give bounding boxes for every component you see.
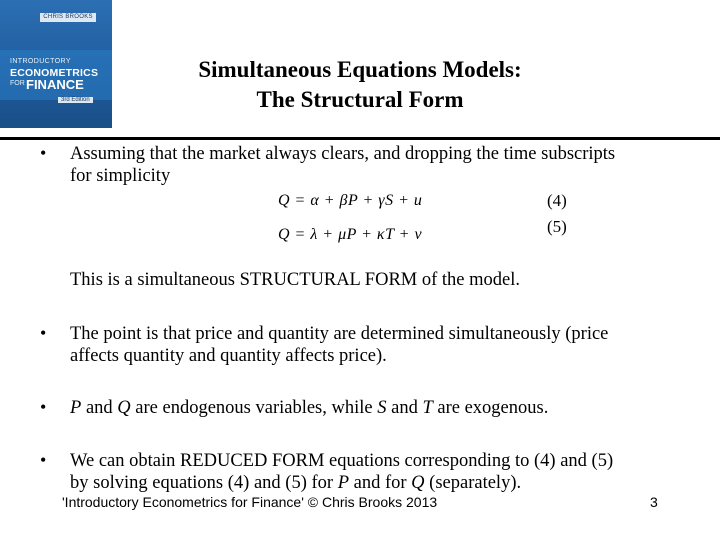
bullet-1-line-2: for simplicity [70, 166, 171, 186]
title-line-1: Simultaneous Equations Models: [198, 57, 522, 82]
equation-5: Q = λ + μP + κT + v [278, 226, 423, 243]
cover-line-1: INTRODUCTORY [10, 58, 71, 65]
bullet-2-line-2: affects quantity and quantity affects price). [70, 346, 387, 366]
var-q: Q [411, 473, 425, 493]
bullet-4-end: (separately). [429, 473, 522, 493]
word-and: and [85, 398, 113, 418]
page-number: 3 [650, 494, 658, 510]
bullet-4-text [70, 450, 680, 494]
var-p: P [337, 473, 349, 493]
var-s: S [377, 398, 387, 418]
footer-copyright: 'Introductory Econometrics for Finance' © Chris Brooks 2013 [62, 494, 438, 510]
bullet-4-line-1: We can obtain REDUCED FORM equations corresponding to (4) and (5) [70, 451, 614, 471]
var-t: T [422, 398, 433, 418]
bullet-2-marker: • [40, 323, 47, 343]
bullet-4-line-2 [70, 472, 680, 494]
equation-5-number: (5) [547, 217, 567, 236]
word-and: and [391, 398, 418, 418]
bullet-1-marker: • [40, 143, 47, 163]
var-q: Q [117, 398, 131, 418]
bullet-2-line-1: The point is that price and quantity are determined simultaneously (price [70, 324, 609, 344]
bullet-4-mid: and for [353, 473, 407, 493]
slide-title [130, 55, 590, 115]
bullet-3-text [70, 397, 548, 419]
var-p: P [70, 398, 82, 418]
bullet-3-mid: are endogenous variables, while [135, 398, 373, 418]
title-divider [0, 137, 720, 140]
equation-4: Q = α + βP + γS + u [278, 192, 423, 209]
bullet-4-pre: by solving equations (4) and (5) for [70, 473, 334, 493]
cover-line-2: ECONOMETRICS [10, 67, 99, 79]
title-line-2: The Structural Form [256, 87, 464, 112]
book-cover-image [0, 0, 112, 128]
cover-edition: 3rd Edition [58, 97, 93, 103]
bullet-3-marker: • [40, 397, 47, 417]
equation-4-number: (4) [547, 191, 567, 210]
cover-line-3: FOR [10, 80, 25, 87]
bullet-2-text [70, 323, 670, 367]
bullet-1-text [70, 143, 670, 187]
cover-line-4: FINANCE [26, 77, 84, 92]
bullet-3-end: are exogenous. [437, 398, 549, 418]
bullet-4-marker: • [40, 450, 47, 470]
bullet-1-line-1: Assuming that the market always clears, and dropping the time subscripts [70, 144, 616, 164]
cover-author: CHRIS BROOKS [40, 13, 96, 22]
structural-form-note: This is a simultaneous STRUCTURAL FORM of the model. [70, 270, 520, 290]
